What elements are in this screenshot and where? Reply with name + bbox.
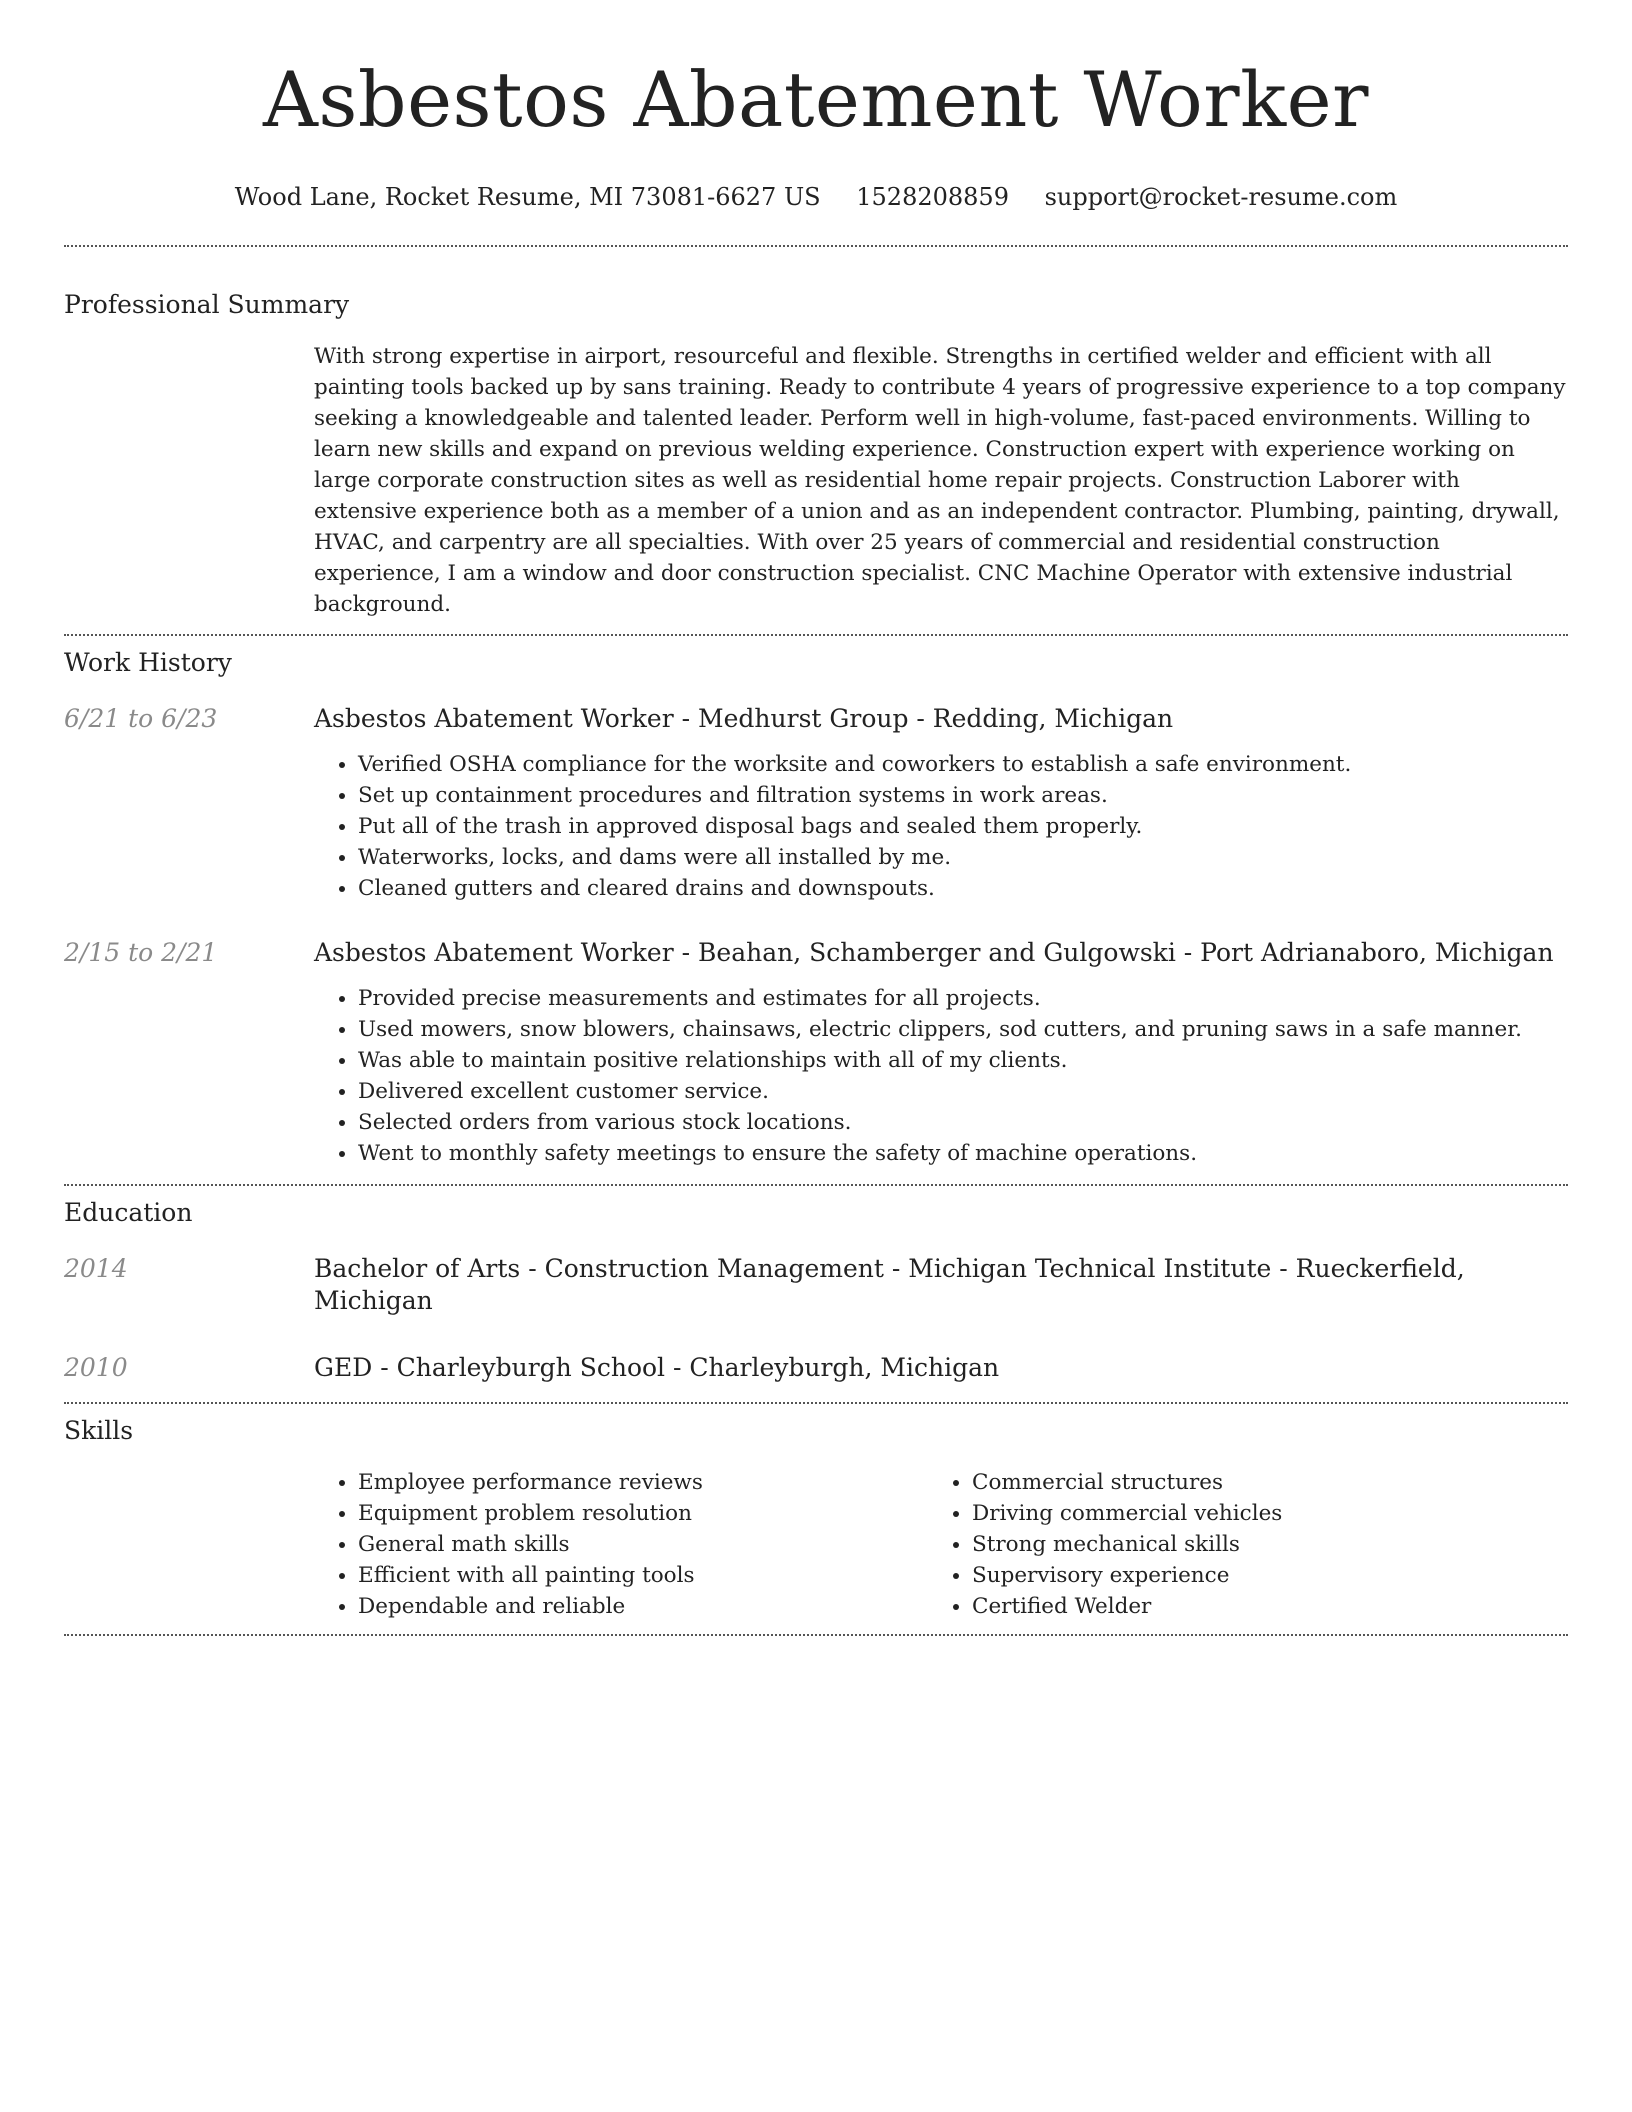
- list-item: • Delivered excellent customer service.: [358, 1076, 1568, 1107]
- education-entry: [64, 1253, 1568, 1317]
- job-heading: Asbestos Abatement Worker - Beahan, Schamberger and Gulgowski - Port Adrianaboro, Michigan: [314, 938, 1554, 967]
- summary-text: With strong expertise in airport, resourceful and flexible. Strengths in certified welder and efficient with all painting tools backed up by sans training. Ready to contribute 4 years of progressive experience to a top company seeking a knowledgeable and talented leader. Perform well in high-volume, fast-paced environments. Willing to learn new skills and expand on previous welding experience. Construction expert with experience working on large corporate construction sites as well as residential home repair projects. Construction Laborer with extensive experience both as a member of a union and as an independent contractor. Plumbing, painting, drywall, HVAC, and carpentry are all specialties. With over 25 years of commercial and residential construction experience, I am a window and door construction specialist. CNC Machine Operator with extensive industrial background.: [314, 344, 1566, 617]
- skill-item: • Equipment problem resolution: [358, 1498, 928, 1529]
- list-item: • Waterworks, locks, and dams were all installed by me.: [358, 842, 1568, 873]
- skill-item: • Dependable and reliable: [358, 1591, 928, 1622]
- contact-address: Wood Lane, Rocket Resume, MI 73081-6627 US: [234, 183, 821, 211]
- list-item: • Was able to maintain positive relationships with all of my clients.: [358, 1045, 1568, 1076]
- education-year: 2014: [64, 1254, 128, 1283]
- education-year: 2010: [64, 1353, 128, 1382]
- education-heading: Bachelor of Arts - Construction Management - Michigan Technical Institute - Rueckerfield, Michigan: [314, 1254, 1465, 1315]
- skill-item: • Certified Welder: [972, 1591, 1542, 1622]
- education-heading: GED - Charleyburgh School - Charleyburgh, Michigan: [314, 1353, 1000, 1382]
- contact-line: [64, 182, 1568, 212]
- education-entry: [64, 1352, 1568, 1384]
- job-dates: 2/15 to 2/21: [64, 938, 218, 967]
- skills-list: [314, 1467, 1568, 1622]
- list-item: • Used mowers, snow blowers, chainsaws, electric clippers, sod cutters, and pruning saws in a safe manner.: [358, 1014, 1568, 1045]
- skill-item: • Efficient with all painting tools: [358, 1560, 928, 1591]
- job-entry: [64, 703, 1568, 904]
- list-item: • Put all of the trash in approved disposal bags and sealed them properly.: [358, 811, 1568, 842]
- section-title-education: Education: [64, 1198, 193, 1227]
- divider: [64, 1402, 1568, 1404]
- list-item: • Went to monthly safety meetings to ensure the safety of machine operations.: [358, 1138, 1568, 1169]
- resume-name: Asbestos Abatement Worker: [263, 55, 1369, 144]
- divider: [64, 634, 1568, 636]
- list-item: • Selected orders from various stock locations.: [358, 1107, 1568, 1138]
- job-dates: 6/21 to 6/23: [64, 704, 218, 733]
- divider: [64, 245, 1568, 247]
- section-title-skills: Skills: [64, 1416, 134, 1445]
- skills-column-right: [928, 1467, 1542, 1622]
- list-item: • Cleaned gutters and cleared drains and downspouts.: [358, 873, 1568, 904]
- list-item: • Verified OSHA compliance for the worksite and coworkers to establish a safe environment.: [358, 749, 1568, 780]
- divider: [64, 1634, 1568, 1636]
- skill-item: • Employee performance reviews: [358, 1467, 928, 1498]
- skill-item: • Driving commercial vehicles: [972, 1498, 1542, 1529]
- section-title-work-history: Work History: [64, 648, 232, 677]
- contact-phone: 1528208859: [856, 183, 1009, 211]
- skill-item: • Supervisory experience: [972, 1560, 1542, 1591]
- job-bullets: [314, 749, 1568, 904]
- skill-item: • General math skills: [358, 1529, 928, 1560]
- job-entry: [64, 937, 1568, 1169]
- list-item: • Set up containment procedures and filtration systems in work areas.: [358, 780, 1568, 811]
- divider: [64, 1184, 1568, 1186]
- job-heading: Asbestos Abatement Worker - Medhurst Group - Redding, Michigan: [314, 704, 1174, 733]
- contact-email: support@rocket-resume.com: [1044, 183, 1398, 211]
- skills-column-left: [314, 1467, 928, 1622]
- skill-item: • Strong mechanical skills: [972, 1529, 1542, 1560]
- list-item: • Provided precise measurements and estimates for all projects.: [358, 983, 1568, 1014]
- job-bullets: [314, 983, 1568, 1169]
- skill-item: • Commercial structures: [972, 1467, 1542, 1498]
- section-title-summary: Professional Summary: [64, 290, 350, 319]
